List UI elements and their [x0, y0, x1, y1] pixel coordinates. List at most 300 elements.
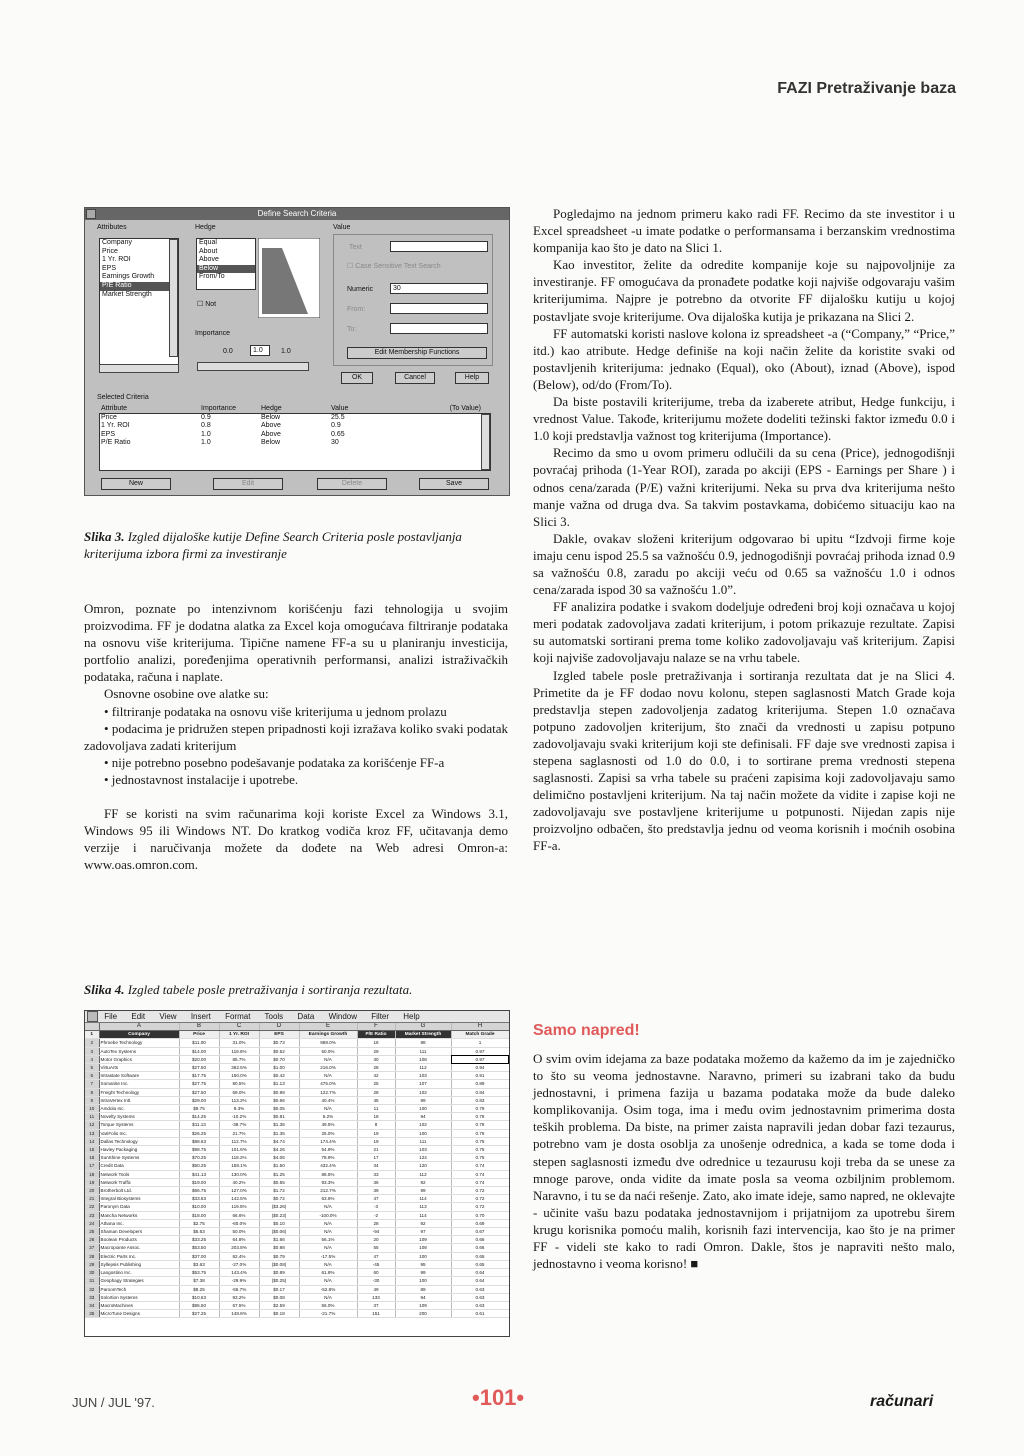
table-row[interactable] — [85, 1285, 509, 1293]
to-field[interactable] — [390, 323, 488, 334]
hedge-item-selected[interactable]: Below — [197, 265, 255, 274]
table-cell[interactable]: -10.2% — [219, 1113, 259, 1121]
table-cell[interactable]: 0.63 — [451, 1301, 509, 1309]
table-cell[interactable]: $26.25 — [179, 1129, 219, 1137]
table-cell[interactable]: 5.2% — [299, 1113, 357, 1121]
table-cell[interactable]: 67.5% — [219, 1301, 259, 1309]
table-cell[interactable]: $17.75 — [179, 1072, 219, 1080]
row-number[interactable]: 7 — [85, 1080, 99, 1088]
table-cell[interactable]: 0.69 — [451, 1219, 509, 1227]
table-cell[interactable]: -94 — [357, 1228, 395, 1236]
attribute-item-selected[interactable]: P/E Ratio — [100, 282, 178, 291]
attribute-item[interactable]: EPS — [102, 264, 117, 272]
table-row[interactable] — [85, 1211, 509, 1219]
system-menu-icon[interactable] — [86, 209, 96, 219]
numeric-value-field[interactable]: 30 — [390, 283, 488, 294]
table-cell[interactable]: 39 — [357, 1187, 395, 1195]
menu-edit[interactable]: Edit — [131, 1012, 146, 1021]
ok-button[interactable]: OK — [341, 372, 373, 384]
column-letter[interactable]: C — [219, 1023, 259, 1031]
table-cell[interactable]: 47 — [357, 1195, 395, 1203]
control-menu-icon[interactable] — [87, 1011, 98, 1022]
table-cell[interactable]: $2.75 — [179, 1219, 219, 1227]
table-cell[interactable]: 0.75 — [451, 1137, 509, 1145]
row-number[interactable]: 8 — [85, 1088, 99, 1096]
table-cell[interactable]: 120 — [395, 1162, 451, 1170]
menu-tools[interactable]: Tools — [264, 1012, 284, 1021]
from-field[interactable] — [390, 303, 488, 314]
table-cell[interactable]: Network Traffic — [99, 1178, 179, 1186]
table-cell[interactable]: 0.74 — [451, 1178, 509, 1186]
table-cell[interactable]: 17 — [357, 1154, 395, 1162]
attributes-hscrollbar[interactable] — [99, 364, 179, 373]
table-cell[interactable]: Somanite Inc. — [99, 1080, 179, 1088]
attribute-item[interactable]: Company — [102, 239, 132, 246]
table-cell[interactable]: $3.63 — [179, 1260, 219, 1268]
table-cell[interactable]: $2.59 — [259, 1301, 299, 1309]
table-cell[interactable]: $0.05 — [259, 1105, 299, 1113]
table-cell[interactable]: N/A — [299, 1228, 357, 1236]
column-header[interactable]: Match Grade — [451, 1031, 509, 1039]
table-cell[interactable]: 0.84 — [451, 1088, 509, 1096]
table-cell[interactable]: -29.9% — [219, 1277, 259, 1285]
table-cell[interactable]: -27.0% — [219, 1260, 259, 1268]
table-cell[interactable]: $88.63 — [179, 1137, 219, 1145]
table-cell[interactable]: $1.36 — [259, 1121, 299, 1129]
table-cell[interactable]: $8.25 — [179, 1285, 219, 1293]
table-cell[interactable]: $0.73 — [259, 1039, 299, 1047]
table-row[interactable] — [85, 1146, 509, 1154]
table-cell[interactable]: $4.26 — [259, 1146, 299, 1154]
table-cell[interactable]: N/A — [299, 1293, 357, 1301]
table-row[interactable] — [85, 1154, 509, 1162]
table-cell[interactable]: -21.7% — [299, 1310, 357, 1318]
table-cell[interactable]: 148.8% — [219, 1310, 259, 1318]
table-cell[interactable]: 216.0% — [299, 1064, 357, 1072]
table-cell[interactable]: Intrastate Software — [99, 1072, 179, 1080]
table-cell[interactable]: 0.91 — [451, 1072, 509, 1080]
table-cell[interactable]: $20.00 — [179, 1055, 219, 1063]
table-cell[interactable]: ($0.23) — [259, 1211, 299, 1219]
delete-button[interactable]: Delete — [317, 478, 387, 490]
table-cell[interactable]: 18 — [357, 1113, 395, 1121]
table-cell[interactable]: 362.5% — [219, 1064, 259, 1072]
table-cell[interactable]: 0.75 — [451, 1154, 509, 1162]
importance-value-field[interactable]: 1.0 — [250, 345, 270, 356]
table-cell[interactable]: N/A — [299, 1072, 357, 1080]
table-cell[interactable]: 0.75 — [451, 1146, 509, 1154]
row-number[interactable]: 34 — [85, 1301, 99, 1309]
table-cell[interactable]: 212.7% — [299, 1187, 357, 1195]
attribute-item[interactable]: 1 Yr. ROI — [102, 256, 131, 264]
table-cell[interactable]: SunShine Systems — [99, 1154, 179, 1162]
table-cell[interactable]: 143.4% — [219, 1269, 259, 1277]
not-checkbox[interactable]: ☐ Not — [197, 301, 217, 308]
table-cell[interactable]: $9.75 — [179, 1105, 219, 1113]
table-cell[interactable]: 0.64 — [451, 1269, 509, 1277]
table-cell[interactable]: 109 — [395, 1236, 451, 1244]
table-cell[interactable]: $0.72 — [259, 1195, 299, 1203]
table-cell[interactable]: $95.50 — [179, 1301, 219, 1309]
table-cell[interactable]: 150.0% — [219, 1072, 259, 1080]
table-cell[interactable]: ($0.06) — [259, 1228, 299, 1236]
table-cell[interactable]: 108 — [395, 1055, 451, 1063]
table-cell[interactable]: 31.0% — [219, 1039, 259, 1047]
table-cell[interactable]: 158.1% — [219, 1162, 259, 1170]
table-cell[interactable]: 0.76 — [451, 1129, 509, 1137]
table-cell[interactable]: Integral Biosystems — [99, 1195, 179, 1203]
edit-button[interactable]: Edit — [213, 478, 283, 490]
table-cell[interactable]: 100 — [395, 1277, 451, 1285]
table-cell[interactable]: 0.63 — [451, 1293, 509, 1301]
table-cell[interactable]: $11.00 — [179, 1039, 219, 1047]
table-cell[interactable]: 29 — [357, 1047, 395, 1055]
table-cell[interactable]: N/A — [299, 1219, 357, 1227]
table-cell[interactable]: 60 — [357, 1269, 395, 1277]
table-cell[interactable]: 85.7% — [219, 1055, 259, 1063]
hedge-item[interactable]: About — [199, 247, 218, 255]
column-header[interactable]: EPS — [259, 1031, 299, 1039]
table-cell[interactable]: $4.74 — [259, 1137, 299, 1145]
table-cell[interactable]: Electric Parts Inc. — [99, 1252, 179, 1260]
table-cell[interactable]: -3 — [357, 1203, 395, 1211]
table-cell[interactable]: $1.72 — [259, 1187, 299, 1195]
attributes-listbox[interactable] — [99, 238, 179, 366]
table-row[interactable] — [85, 1203, 509, 1211]
table-cell[interactable]: 113.2% — [219, 1096, 259, 1104]
table-row[interactable] — [85, 1129, 509, 1137]
table-row[interactable] — [85, 1072, 509, 1080]
table-cell[interactable]: 28 — [357, 1088, 395, 1096]
table-row[interactable] — [85, 1252, 509, 1260]
table-cell[interactable]: $98.75 — [179, 1146, 219, 1154]
table-row[interactable] — [85, 1187, 509, 1195]
table-cell[interactable]: Phroebe Technology — [99, 1039, 179, 1047]
row-number[interactable]: 20 — [85, 1187, 99, 1195]
table-cell[interactable]: $19.00 — [179, 1178, 219, 1186]
table-cell[interactable]: N/A — [299, 1260, 357, 1268]
table-cell[interactable]: 200 — [395, 1310, 451, 1318]
row-number[interactable]: 31 — [85, 1277, 99, 1285]
table-cell[interactable]: ($3.26) — [259, 1203, 299, 1211]
table-cell[interactable]: Solortion Systems — [99, 1293, 179, 1301]
table-cell[interactable]: $7.38 — [179, 1277, 219, 1285]
table-cell[interactable]: Paronym Data — [99, 1203, 179, 1211]
table-cell[interactable]: -2 — [357, 1211, 395, 1219]
table-row[interactable] — [85, 1162, 509, 1170]
table-cell[interactable]: AutoTex Systems — [99, 1047, 179, 1055]
table-cell[interactable]: IntraVertex Intl. — [99, 1096, 179, 1104]
table-row[interactable] — [85, 1047, 509, 1055]
row-number[interactable]: 26 — [85, 1236, 99, 1244]
table-cell[interactable]: -45 — [357, 1260, 395, 1268]
table-cell[interactable]: 0.79 — [451, 1105, 509, 1113]
table-row[interactable] — [85, 1055, 509, 1063]
table-cell[interactable]: 0.89 — [451, 1080, 509, 1088]
menu-filter[interactable]: Filter — [371, 1012, 390, 1021]
column-header[interactable]: 1 Yr. ROI — [219, 1031, 259, 1039]
row-number[interactable]: 28 — [85, 1252, 99, 1260]
table-cell[interactable]: 108 — [395, 1244, 451, 1252]
row-number[interactable]: 22 — [85, 1203, 99, 1211]
table-cell[interactable]: 99 — [395, 1269, 451, 1277]
table-cell[interactable]: Shaman Developers — [99, 1228, 179, 1236]
table-cell[interactable]: $27.50 — [179, 1064, 219, 1072]
table-cell[interactable]: 0.72 — [451, 1187, 509, 1195]
table-cell[interactable]: Motor Graphics — [99, 1055, 179, 1063]
table-cell[interactable]: $1.35 — [259, 1129, 299, 1137]
table-row[interactable] — [85, 1277, 509, 1285]
table-cell[interactable]: 0.70 — [451, 1211, 509, 1219]
table-cell[interactable]: Mancha Networks — [99, 1211, 179, 1219]
table-cell[interactable]: $29.00 — [179, 1096, 219, 1104]
table-cell[interactable]: 0.66 — [451, 1244, 509, 1252]
table-cell[interactable]: -100.0% — [299, 1211, 357, 1219]
table-cell[interactable]: 0.61 — [451, 1310, 509, 1318]
table-cell[interactable]: 25 — [357, 1080, 395, 1088]
table-cell[interactable]: $11.13 — [179, 1121, 219, 1129]
table-cell[interactable]: 968.0% — [299, 1039, 357, 1047]
table-cell[interactable]: Athana Inc. — [99, 1219, 179, 1227]
table-cell[interactable]: 0.65 — [451, 1252, 509, 1260]
table-cell[interactable]: 112.7% — [219, 1137, 259, 1145]
table-cell[interactable]: -52.8% — [299, 1285, 357, 1293]
table-cell[interactable]: Syllepsis Publishing — [99, 1260, 179, 1268]
table-cell[interactable]: $0.17 — [259, 1285, 299, 1293]
table-cell[interactable]: $1.50 — [259, 1162, 299, 1170]
table-cell[interactable]: 0.78 — [451, 1121, 509, 1129]
table-cell[interactable]: $10.00 — [179, 1203, 219, 1211]
table-cell[interactable]: 49 — [357, 1285, 395, 1293]
table-cell[interactable]: 112 — [395, 1170, 451, 1178]
table-cell[interactable]: ($0.25) — [259, 1277, 299, 1285]
table-cell[interactable]: 33 — [357, 1170, 395, 1178]
row-number[interactable]: 5 — [85, 1064, 99, 1072]
table-row[interactable] — [85, 1178, 509, 1186]
table-cell[interactable]: $0.66 — [259, 1096, 299, 1104]
table-cell[interactable]: 95 — [395, 1260, 451, 1268]
table-cell[interactable]: 88.5% — [299, 1170, 357, 1178]
table-cell[interactable]: $18.00 — [179, 1211, 219, 1219]
column-letter[interactable]: A — [99, 1023, 179, 1031]
table-cell[interactable]: 111 — [395, 1047, 451, 1055]
table-cell[interactable]: 124 — [395, 1154, 451, 1162]
table-cell[interactable]: 64.8% — [219, 1236, 259, 1244]
table-row[interactable] — [85, 1301, 509, 1309]
column-letter[interactable]: E — [299, 1023, 357, 1031]
table-cell[interactable]: 69.0% — [219, 1088, 259, 1096]
table-cell[interactable]: 142.5% — [219, 1195, 259, 1203]
row-number[interactable]: 13 — [85, 1129, 99, 1137]
case-sensitive-checkbox[interactable]: ☐ Case Sensitive Text Search — [347, 263, 441, 270]
table-row[interactable] — [85, 1219, 509, 1227]
table-cell[interactable]: $33.63 — [179, 1195, 219, 1203]
table-cell[interactable]: N/A — [299, 1105, 357, 1113]
table-cell[interactable]: VariFolio Inc. — [99, 1129, 179, 1137]
table-cell[interactable]: $0.18 — [259, 1310, 299, 1318]
row-number[interactable]: 23 — [85, 1211, 99, 1219]
table-cell[interactable]: 66.6% — [219, 1211, 259, 1219]
row-number[interactable]: 17 — [85, 1162, 99, 1170]
table-cell[interactable]: $66.75 — [179, 1187, 219, 1195]
table-cell[interactable]: $27.50 — [179, 1088, 219, 1096]
table-cell[interactable]: 54.9% — [299, 1146, 357, 1154]
menu-format[interactable]: Format — [225, 1012, 251, 1021]
table-cell[interactable]: 114 — [395, 1211, 451, 1219]
table-cell[interactable]: 8 — [357, 1121, 395, 1129]
table-cell[interactable]: 100 — [395, 1105, 451, 1113]
column-header[interactable]: Market Strength — [395, 1031, 451, 1039]
table-cell[interactable]: 101.6% — [219, 1146, 259, 1154]
menu-window[interactable]: Window — [328, 1012, 358, 1021]
table-row[interactable] — [85, 1105, 509, 1113]
table-cell[interactable]: Torque Systems — [99, 1121, 179, 1129]
table-cell[interactable]: MicroTune Designs — [99, 1310, 179, 1318]
table-cell[interactable]: 56.0% — [299, 1301, 357, 1309]
hedge-listbox[interactable] — [196, 238, 256, 290]
table-cell[interactable]: Network Tools — [99, 1170, 179, 1178]
row-number[interactable]: 30 — [85, 1269, 99, 1277]
table-row[interactable] — [85, 1039, 509, 1047]
table-cell[interactable]: $0.98 — [259, 1088, 299, 1096]
hedge-item[interactable]: Equal — [199, 239, 217, 246]
table-cell[interactable]: 56.1% — [299, 1236, 357, 1244]
table-cell[interactable]: Langostino Inc. — [99, 1269, 179, 1277]
table-cell[interactable]: Brotherbolt Ltd. — [99, 1187, 179, 1195]
help-button[interactable]: Help — [455, 372, 489, 384]
table-cell[interactable]: 47 — [357, 1252, 395, 1260]
table-cell[interactable]: $27.75 — [179, 1080, 219, 1088]
table-cell[interactable]: 151 — [357, 1310, 395, 1318]
table-cell[interactable]: 19 — [357, 1137, 395, 1145]
table-cell[interactable]: 19 — [357, 1129, 395, 1137]
table-cell[interactable]: 97 — [395, 1228, 451, 1236]
table-cell[interactable]: $50.25 — [179, 1162, 219, 1170]
table-cell[interactable]: $53.50 — [179, 1244, 219, 1252]
table-cell[interactable]: Macropointe Assoc. — [99, 1244, 179, 1252]
table-cell[interactable]: 133 — [357, 1293, 395, 1301]
table-cell[interactable]: 50.0% — [299, 1047, 357, 1055]
table-cell[interactable]: 102 — [395, 1088, 451, 1096]
hedge-item[interactable]: Above — [199, 256, 219, 264]
hedge-item[interactable]: From/To — [199, 273, 225, 281]
table-cell[interactable]: Freight Technology — [99, 1088, 179, 1096]
table-cell[interactable]: 40.2% — [219, 1178, 259, 1186]
table-cell[interactable]: 107 — [395, 1080, 451, 1088]
row-number[interactable]: 25 — [85, 1228, 99, 1236]
table-cell[interactable]: $1.25 — [259, 1170, 299, 1178]
table-cell[interactable]: 55 — [357, 1244, 395, 1252]
row-number[interactable]: 12 — [85, 1121, 99, 1129]
row-number[interactable]: 27 — [85, 1244, 99, 1252]
table-cell[interactable]: 93.2% — [219, 1293, 259, 1301]
table-cell[interactable]: 114 — [395, 1195, 451, 1203]
save-button[interactable]: Save — [419, 478, 489, 490]
table-cell[interactable]: $4.06 — [259, 1154, 299, 1162]
column-letter[interactable]: D — [259, 1023, 299, 1031]
table-cell[interactable]: -38.7% — [219, 1121, 259, 1129]
table-cell[interactable]: 49.5% — [299, 1121, 357, 1129]
table-cell[interactable]: $5.63 — [179, 1228, 219, 1236]
table-cell[interactable]: 0.94 — [451, 1064, 509, 1072]
table-cell[interactable]: 0.66 — [451, 1236, 509, 1244]
table-cell[interactable]: 119.5% — [219, 1203, 259, 1211]
table-cell[interactable]: N/A — [299, 1244, 357, 1252]
row-number[interactable]: 16 — [85, 1154, 99, 1162]
table-cell[interactable]: VirtuArts — [99, 1064, 179, 1072]
table-cell[interactable]: 63.6% — [299, 1195, 357, 1203]
column-header[interactable]: Company — [99, 1031, 179, 1039]
table-cell[interactable]: $0.55 — [259, 1178, 299, 1186]
row-number[interactable]: 35 — [85, 1310, 99, 1318]
table-cell[interactable]: 118.2% — [219, 1154, 259, 1162]
table-cell[interactable]: $0.42 — [259, 1072, 299, 1080]
table-cell[interactable]: $41.13 — [179, 1170, 219, 1178]
table-cell[interactable]: 98 — [395, 1039, 451, 1047]
table-cell[interactable]: 1 — [451, 1039, 509, 1047]
menu-view[interactable]: View — [159, 1012, 177, 1021]
table-cell[interactable]: 93.3% — [299, 1178, 357, 1186]
table-cell[interactable]: 119.6% — [219, 1047, 259, 1055]
row-number[interactable]: 2 — [85, 1039, 99, 1047]
table-cell[interactable]: 0.74 — [451, 1170, 509, 1178]
table-cell[interactable]: 37 — [357, 1301, 395, 1309]
row-number[interactable]: 15 — [85, 1146, 99, 1154]
table-row[interactable] — [85, 1244, 509, 1252]
table-cell[interactable]: $1.13 — [259, 1080, 299, 1088]
row-number[interactable]: 18 — [85, 1170, 99, 1178]
table-cell[interactable]: 21.7% — [219, 1129, 259, 1137]
row-number[interactable]: 19 — [85, 1178, 99, 1186]
table-cell[interactable]: 16 — [357, 1039, 395, 1047]
table-cell[interactable]: 42 — [357, 1072, 395, 1080]
table-cell[interactable]: Boolean Products — [99, 1236, 179, 1244]
table-cell[interactable]: 0.83 — [451, 1096, 509, 1104]
table-cell[interactable]: 103 — [395, 1072, 451, 1080]
table-cell[interactable]: $33.25 — [179, 1236, 219, 1244]
table-cell[interactable]: 103 — [395, 1146, 451, 1154]
row-number[interactable]: 3 — [85, 1047, 99, 1055]
table-row[interactable] — [85, 1121, 509, 1129]
row-number[interactable]: 11 — [85, 1113, 99, 1121]
table-cell[interactable]: 0.64 — [451, 1277, 509, 1285]
table-row[interactable] — [85, 1195, 509, 1203]
table-cell[interactable]: $27.25 — [179, 1310, 219, 1318]
menu-help[interactable]: Help — [403, 1012, 420, 1021]
row-number[interactable]: 33 — [85, 1293, 99, 1301]
table-cell[interactable]: N/A — [299, 1277, 357, 1285]
table-cell[interactable]: 20 — [357, 1236, 395, 1244]
table-cell[interactable]: 94 — [395, 1113, 451, 1121]
column-letter[interactable]: B — [179, 1023, 219, 1031]
table-cell[interactable]: Novelty Systems — [99, 1113, 179, 1121]
row-number[interactable]: 10 — [85, 1105, 99, 1113]
table-row[interactable] — [85, 1064, 509, 1072]
row-number[interactable]: 29 — [85, 1260, 99, 1268]
table-row[interactable] — [85, 1269, 509, 1277]
table-cell[interactable]: 102 — [395, 1121, 451, 1129]
table-cell[interactable]: 78.9% — [299, 1154, 357, 1162]
table-cell[interactable]: N/A — [299, 1203, 357, 1211]
table-cell[interactable]: 432.4% — [299, 1162, 357, 1170]
menu-data[interactable]: Data — [297, 1012, 315, 1021]
table-cell[interactable]: 111 — [395, 1137, 451, 1145]
table-row[interactable] — [85, 1310, 509, 1318]
table-cell[interactable]: -60.0% — [219, 1219, 259, 1227]
table-cell[interactable]: 113 — [395, 1203, 451, 1211]
table-row[interactable] — [85, 1113, 509, 1121]
column-letter[interactable]: F — [357, 1023, 395, 1031]
